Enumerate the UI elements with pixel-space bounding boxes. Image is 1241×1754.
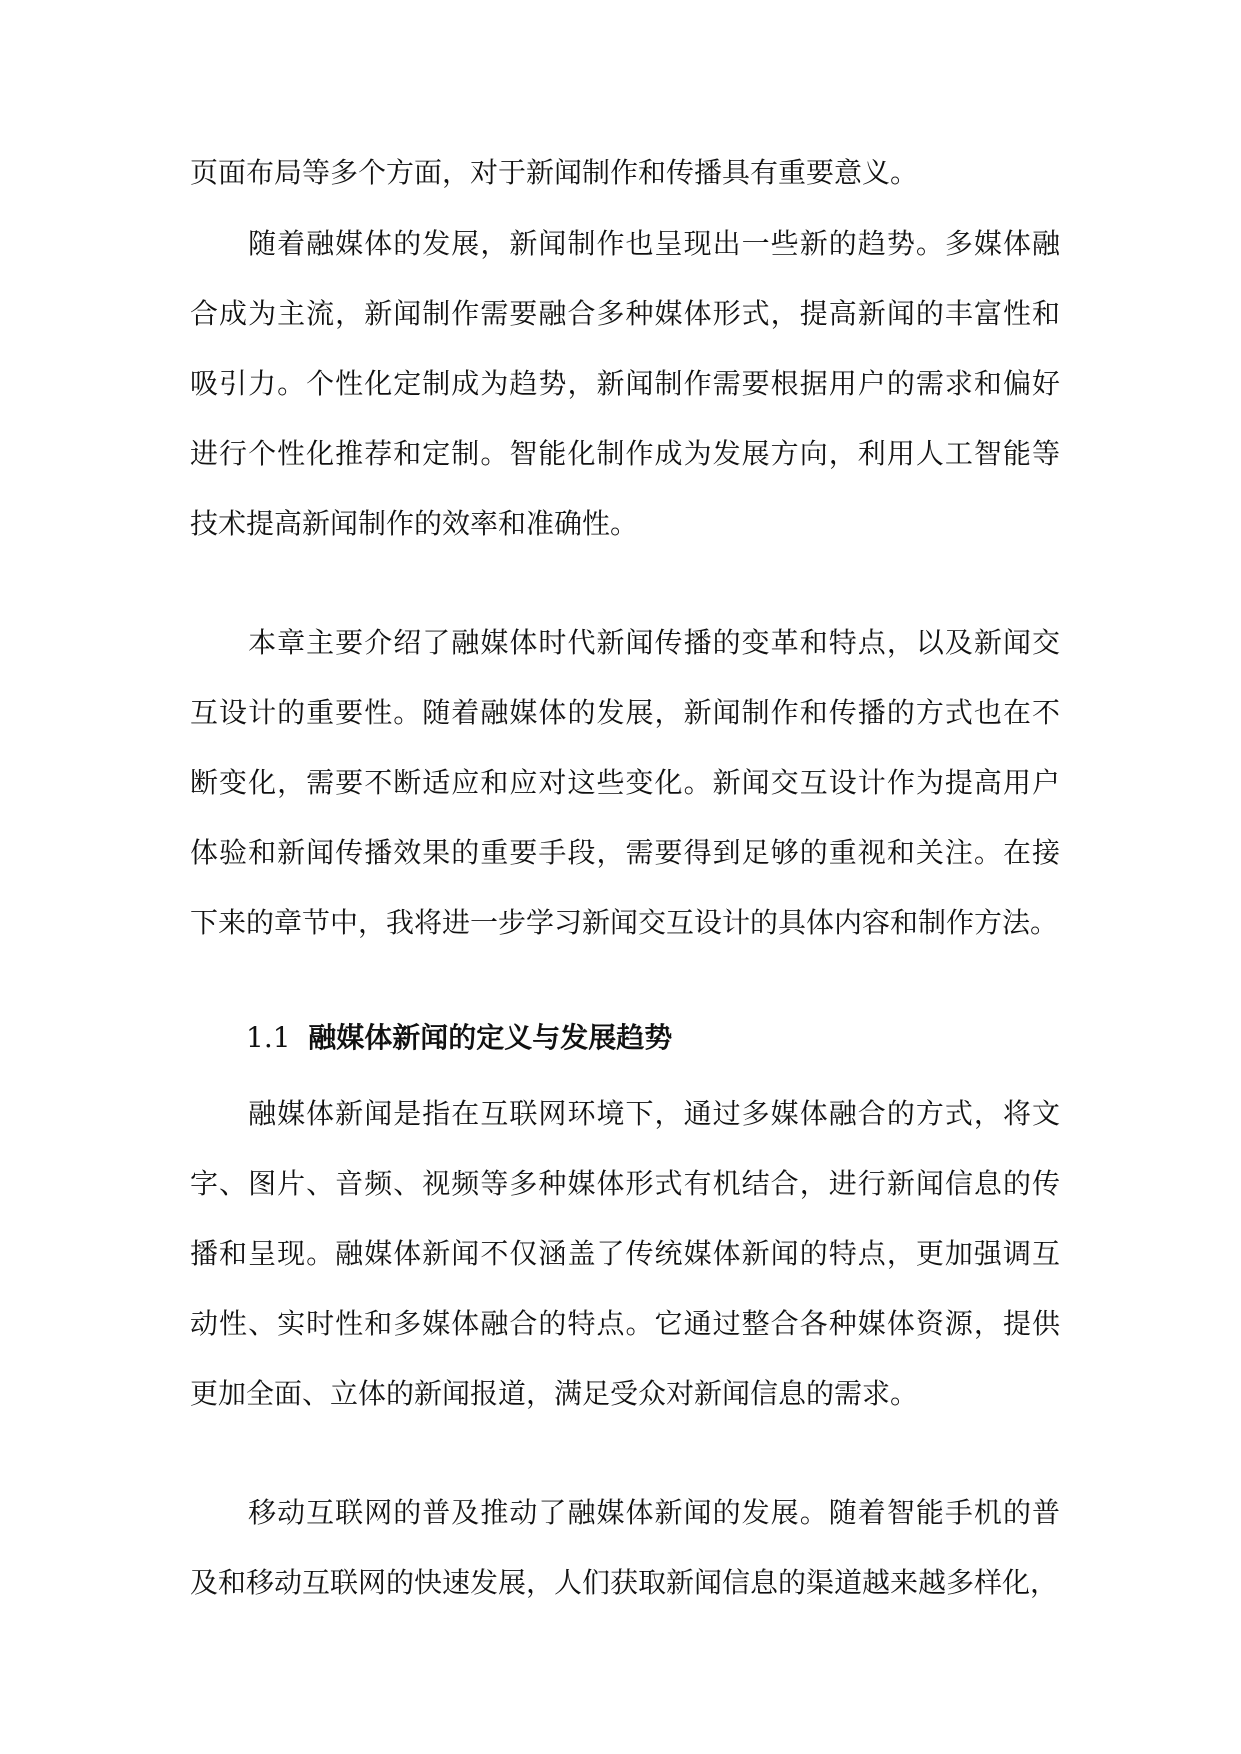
section-title: 融媒体新闻的定义与发展趋势 bbox=[308, 1021, 673, 1054]
paragraph-line: 字、图片、音频、视频等多种媒体形式有机结合，进行新闻信息的传 bbox=[190, 1167, 1060, 1200]
paragraph-line: 播和呈现。融媒体新闻不仅涵盖了传统媒体新闻的特点，更加强调互 bbox=[190, 1237, 1060, 1270]
paragraph-line: 吸引力。个性化定制成为趋势，新闻制作需要根据用户的需求和偏好 bbox=[190, 367, 1060, 400]
paragraph-3 bbox=[190, 1079, 1060, 1429]
paragraph-line: 移动互联网的普及推动了融媒体新闻的发展。随着智能手机的普 bbox=[190, 1496, 1060, 1529]
paragraph-1 bbox=[190, 209, 1060, 559]
paragraph-line: 技术提高新闻制作的效率和准确性。 bbox=[190, 507, 639, 540]
paragraph-line: 随着融媒体的发展，新闻制作也呈现出一些新的趋势。多媒体融 bbox=[190, 227, 1060, 260]
paragraph-0 bbox=[190, 138, 1060, 208]
paragraph-2 bbox=[190, 608, 1060, 958]
paragraph-line: 合成为主流，新闻制作需要融合多种媒体形式，提高新闻的丰富性和 bbox=[190, 297, 1060, 330]
paragraph-line: 体验和新闻传播效果的重要手段，需要得到足够的重视和关注。在接 bbox=[190, 836, 1060, 869]
paragraph-line: 动性、实时性和多媒体融合的特点。它通过整合各种媒体资源，提供 bbox=[190, 1307, 1060, 1340]
paragraph-4 bbox=[190, 1478, 1060, 1618]
paragraph-line: 更加全面、立体的新闻报道，满足受众对新闻信息的需求。 bbox=[190, 1377, 919, 1410]
section-heading bbox=[246, 1010, 672, 1066]
paragraph-line: 页面布局等多个方面，对于新闻制作和传播具有重要意义。 bbox=[190, 156, 919, 189]
paragraph-line: 下来的章节中，我将进一步学习新闻交互设计的具体内容和制作方法。 bbox=[190, 906, 1059, 939]
paragraph-line: 本章主要介绍了融媒体时代新闻传播的变革和特点，以及新闻交 bbox=[190, 626, 1060, 659]
paragraph-line: 及和移动互联网的快速发展，人们获取新闻信息的渠道越来越多样化， bbox=[190, 1566, 1059, 1599]
section-number: 1.1 bbox=[246, 1021, 291, 1054]
paragraph-line: 进行个性化推荐和定制。智能化制作成为发展方向，利用人工智能等 bbox=[190, 437, 1060, 470]
paragraph-line: 互设计的重要性。随着融媒体的发展，新闻制作和传播的方式也在不 bbox=[190, 696, 1060, 729]
paragraph-line: 断变化，需要不断适应和应对这些变化。新闻交互设计作为提高用户 bbox=[190, 766, 1060, 799]
paragraph-line: 融媒体新闻是指在互联网环境下，通过多媒体融合的方式，将文 bbox=[190, 1097, 1060, 1130]
